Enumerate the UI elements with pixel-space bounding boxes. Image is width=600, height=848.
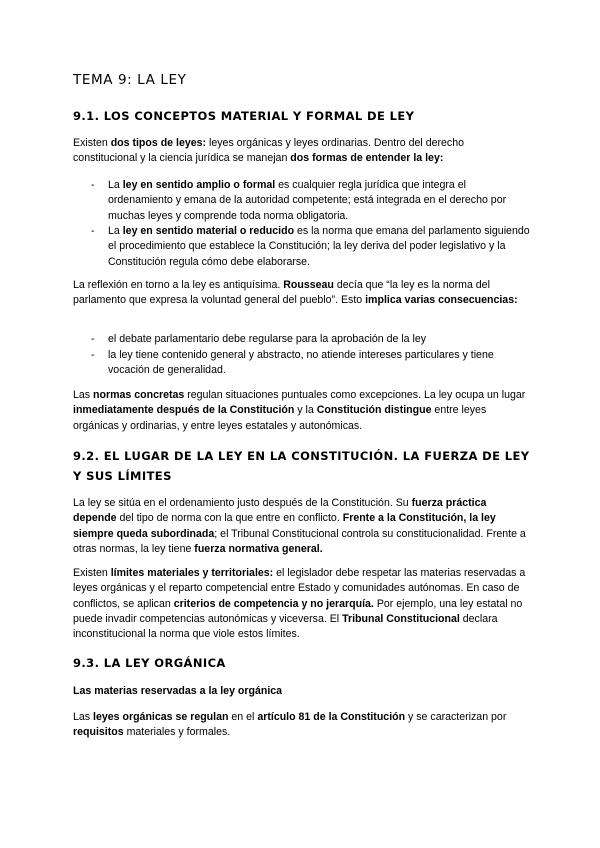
list-item-text: el debate parlamentario debe regularse para la aprobación de la ley — [108, 333, 427, 345]
bullet-dash: - — [91, 349, 95, 361]
bold-text: dos formas de entender la ley: — [290, 152, 444, 165]
text: decía que “la ley es la norma del parlamento que expresa la voluntad general del pueblo”. Esto — [73, 279, 490, 307]
list-item-contenido-general — [91, 348, 531, 379]
subheading-materias-reservadas: Las materias reservadas a la ley orgánica — [73, 685, 283, 697]
list-item-ley-formal — [91, 178, 531, 224]
bold-text: implica varias consecuencias: — [365, 294, 518, 307]
paragraph-rousseau — [73, 278, 531, 309]
text: Existen — [73, 137, 111, 149]
page-title: TEMA 9: LA LEY — [73, 72, 187, 88]
bullet-dash: - — [91, 225, 95, 237]
bold-text: Rousseau — [283, 279, 334, 291]
list-item-text: La ley en sentido material o reducido es la norma que emana del parlamento siguiendo el procedimiento que establece la Constitución; la ley deriva del poder legislativo y la Constitución regula cómo debe elaborarse. — [108, 225, 530, 268]
list-item-ley-material — [91, 224, 531, 270]
text: leyes orgánicas y leyes ordinarias. Dentro del derecho constitucional y la ciencia jurídica se manejan — [73, 137, 464, 165]
list-item-debate — [91, 332, 531, 347]
paragraph-fuerza-de-ley: La ley se sitúa en el ordenamiento justo después de la Constitución. Su fuerza práctica depende del tipo de norma con la que entre en conflicto. Frente a la Constitución, la ley siempre queda subordinada; el Tribunal Constitucional controla su constitucionalidad. Frente a otras normas, la ley tiene fuerza normativa general. — [73, 497, 526, 555]
bullet-dash: - — [91, 179, 95, 191]
paragraph-tipos-de-leyes — [73, 136, 531, 167]
paragraph-ley-organica: Las leyes orgánicas se regulan en el artículo 81 de la Constitución y se caracterizan por requisitos materiales y formales. — [73, 711, 507, 739]
text: La reflexión en torno a la ley es antiquísima. — [73, 279, 284, 291]
section-heading-9-2: 9.2. EL LUGAR DE LA LEY EN LA CONSTITUCIÓN. LA FUERZA DE LEY Y SUS LÍMITES — [73, 449, 530, 483]
bullet-dash: - — [91, 333, 95, 345]
list-item-text: la ley tiene contenido general y abstracto, no atiende intereses particulares y tiene vocación de generalidad. — [108, 349, 494, 377]
list-item-text: La ley en sentido amplio o formal es cualquier regla jurídica que integra el ordenamiento y emana de la autoridad competente; está integrada en el derecho por muchas leyes y comprende toda norma obligatoria. — [108, 179, 507, 222]
section-heading-9-1: 9.1. LOS CONCEPTOS MATERIAL Y FORMAL DE LEY — [73, 109, 415, 123]
bold-text: dos tipos de leyes: — [110, 137, 207, 149]
paragraph-limites: Existen límites materiales y territoriales: el legislador debe respetar las materias reservadas a leyes orgánicas y el reparto competencial entre Estado y comunidades autónomas. En caso de conflictos, se aplican criterios de competencia y no jerarquía. Por ejemplo, una ley estatal no puede invadir competencias autonómicas y viceversa. El Tribunal Constitucional declara inconstitucional la norma que viole estos límites. — [73, 567, 526, 641]
paragraph-normas-concretas: Las normas concretas regulan situaciones puntuales como excepciones. La ley ocupa un lugar inmediatamente después de la Constitución y la Constitución distingue entre leyes orgánicas y ordinarias, y entre leyes estatales y autonómicas. — [73, 389, 526, 432]
section-heading-9-3: 9.3. LA LEY ORGÁNICA — [73, 656, 226, 670]
